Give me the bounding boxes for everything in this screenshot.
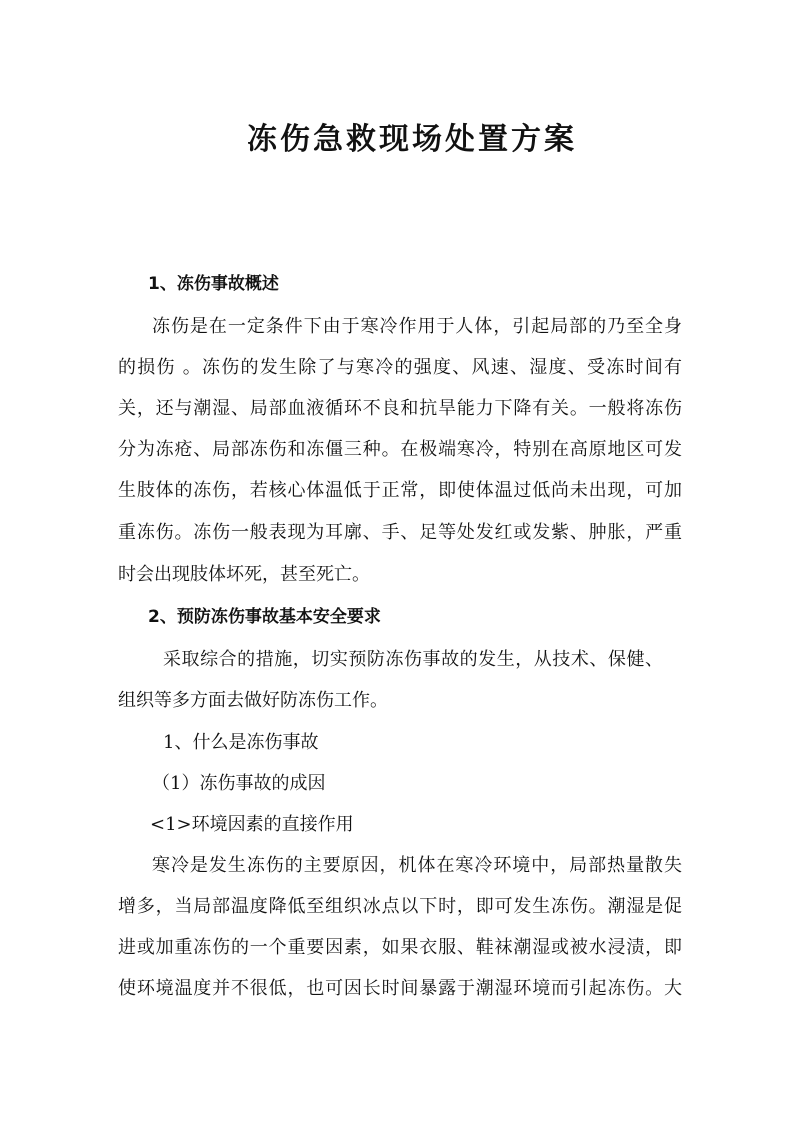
paragraph-line: 使环境温度并不很低，也可因长时间暴露于潮湿环境而引起冻伤。大	[118, 978, 682, 999]
paragraph-line: 冻伤是在一定条件下由于寒冷作用于人体，引起局部的乃至全身	[152, 316, 682, 337]
subheading: 1、什么是冻伤事故	[163, 732, 319, 753]
paragraph-line: 增多，当局部温度降低至组织冰点以下时，即可发生冻伤。潮湿是促	[118, 896, 682, 917]
paragraph-line: 的损伤 。冻伤的发生除了与寒冷的强度、风速、湿度、受冻时间有	[118, 357, 682, 378]
paragraph-line: 采取综合的措施，切实预防冻伤事故的发生，从技术、保健、	[163, 649, 663, 670]
section1-heading: 1、冻伤事故概述	[148, 274, 279, 294]
paragraph-line: 重冻伤。冻伤一般表现为耳廓、手、足等处发红或发紫、肿胀，严重	[118, 522, 682, 543]
paragraph-line: 时会出现肢体坏死，甚至死亡。	[118, 564, 370, 585]
document-title: 冻伤急救现场处置方案	[247, 122, 577, 157]
paragraph-line: 寒冷是发生冻伤的主要原因，机体在寒冷环境中，局部热量散失	[152, 855, 682, 876]
section2-heading: 2、预防冻伤事故基本安全要求	[148, 607, 381, 627]
paragraph-line: 组织等多方面去做好防冻伤工作。	[118, 690, 388, 711]
paragraph-line: 生肢体的冻伤，若核心体温低于正常，即使体温过低尚未出现，可加	[118, 480, 682, 501]
paragraph-line: 关，还与潮湿、局部血液循环不良和抗旱能力下降有关。一般将冻伤	[118, 398, 682, 419]
paragraph-line: 进或加重冻伤的一个重要因素，如果衣服、鞋袜潮湿或被水浸渍，即	[118, 937, 682, 958]
paragraph-line: 分为冻疮、局部冻伤和冻僵三种。在极端寒冷，特别在高原地区可发	[118, 439, 682, 460]
subheading: <1>环境因素的直接作用	[150, 814, 354, 835]
subheading: （1）冻伤事故的成因	[152, 773, 326, 794]
